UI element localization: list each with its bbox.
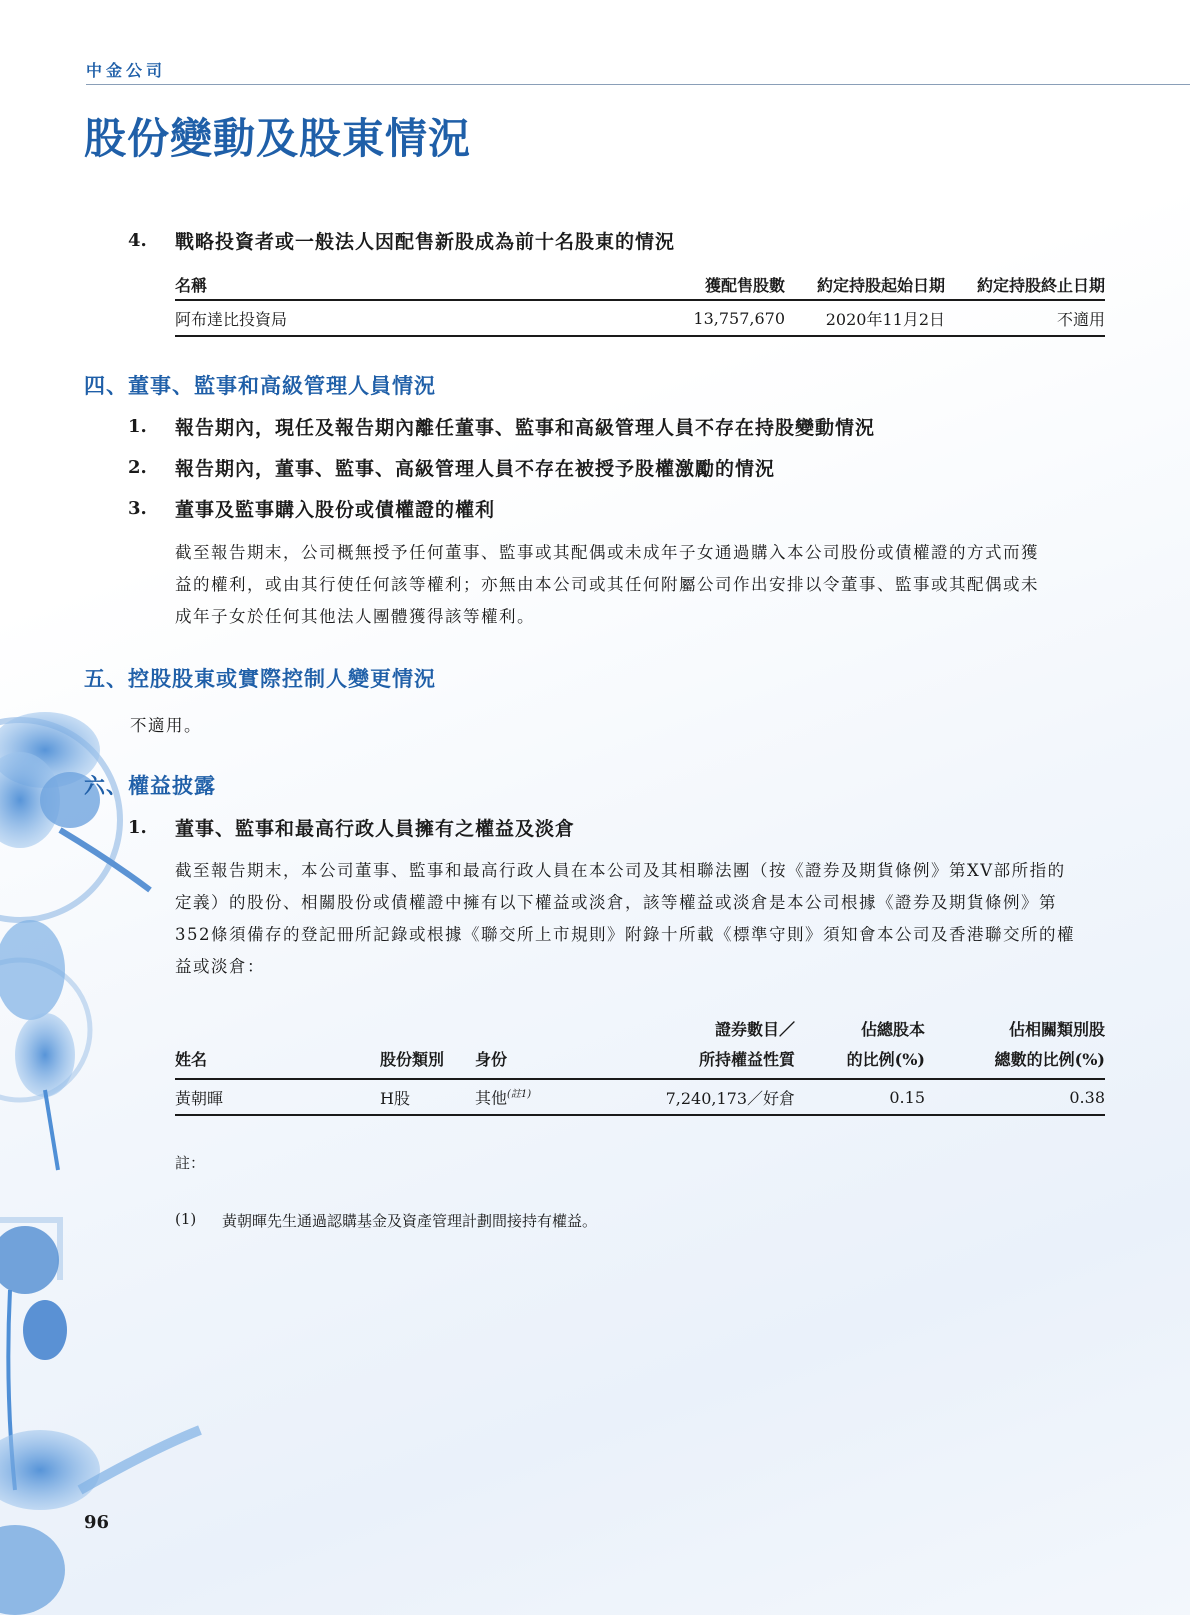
note-number: (1) [175,1210,197,1228]
section-five-heading: 五、控股股東或實際控制人變更情況 [84,666,436,691]
paragraph-line: 益的權利，或由其行使任何該等權利；亦無由本公司或其任何附屬公司作出安排以令董事、監事或其配偶或未 [175,575,1039,594]
paragraph-line: 益或淡倉： [175,957,265,976]
item-4-title: 戰略投資者或一般法人因配售新股成為前十名股東的情況 [175,231,676,253]
cell-shares: 13,757,670 [693,308,785,328]
item-6-1-number: 1. [128,817,147,838]
col-start-date: 約定持股起始日期 [816,276,945,295]
col-end-date: 約定持股終止日期 [976,276,1105,295]
item-4-3-number: 3. [128,498,147,519]
company-name: 中金公司 [86,61,167,80]
col-pct-class [925,1015,1105,1079]
header-line: 總數的比例(%) [994,1050,1105,1069]
cell-share-class: H股 [380,1088,410,1108]
section-four-heading: 四、董事、監事和高級管理人員情況 [84,373,436,398]
paragraph-line: 截至報告期末，本公司董事、監事和最高行政人員在本公司及其相聯法團（按《證券及期貨條例》第XV部所指的 [175,861,1066,880]
capacity-text: 其他 [475,1088,508,1108]
header-line: 證券數目／ [714,1020,795,1039]
interests-paragraph [175,855,1105,983]
paragraph-line: 定義）的股份、相關股份或債權證中擁有以下權益或淡倉，該等權益或淡倉是本公司根據《證券及期貨條例》第 [175,893,1057,912]
col-holder-name: 姓名 [175,1050,208,1069]
directors-rights-paragraph [175,537,1105,633]
table-row [175,300,1105,336]
item-4-number: 4. [128,230,147,251]
header-divider [86,84,1190,85]
cell-name: 阿布達比投資局 [175,309,288,329]
note-text: 黃朝暉先生通過認購基金及資產管理計劃間接持有權益。 [222,1212,598,1230]
paragraph-line: 352條須備存的登記冊所記錄或根據《聯交所上市規則》附錄十所載《標準守則》須知會本公司及香港聯交所的權 [175,925,1075,944]
table-row [175,1079,1105,1115]
page-number: 96 [84,1512,110,1533]
table-header-row [175,272,1105,300]
notes-label: 註： [175,1154,206,1172]
header-line: 的比例(%) [846,1050,925,1069]
item-4-2-number: 2. [128,457,147,478]
col-pct-total [795,1015,925,1079]
item-4-2-title: 報告期內，董事、監事、高級管理人員不存在被授予股權激勵的情況 [175,458,776,480]
cell-capacity [475,1079,625,1115]
paragraph-line: 成年子女於任何其他法人團體獲得該等權利。 [175,607,535,626]
item-4-1-title: 報告期內，現任及報告期內離任董事、監事和高級管理人員不存在持股變動情況 [175,417,876,439]
note-reference: (註1) [507,1089,532,1101]
cell-pct-class: 0.38 [1069,1087,1105,1107]
col-name: 名稱 [175,276,208,295]
cell-securities: 7,240,173／好倉 [665,1088,795,1108]
cell-pct-total: 0.15 [889,1087,925,1107]
section-five-text: 不適用。 [130,716,202,735]
interests-table [175,1015,1105,1116]
section-six-heading: 六、權益披露 [84,773,216,798]
header-line: 佔相關類別股 [1008,1020,1105,1039]
header-line: 佔總股本 [860,1020,925,1039]
paragraph-line: 截至報告期末，公司概無授予任何董事、監事或其配偶或未成年子女通過購入本公司股份或債權證的方式而獲 [175,543,1039,562]
col-share-class: 股份類別 [380,1050,445,1069]
item-6-1-title: 董事、監事和最高行政人員擁有之權益及淡倉 [175,818,576,840]
item-4-3-title: 董事及監事購入股份或債權證的權利 [175,499,496,521]
header-line: 所持權益性質 [698,1050,795,1069]
cell-holder-name: 黃朝暉 [175,1088,224,1108]
page-title: 股份變動及股東情況 [84,114,472,163]
cell-start-date: 2020年11月2日 [825,309,945,329]
table-header-row [175,1015,1105,1079]
cell-end-date: 不適用 [1056,309,1105,329]
col-securities [625,1015,795,1079]
item-4-1-number: 1. [128,416,147,437]
col-capacity: 身份 [475,1050,508,1069]
placement-table [175,272,1105,337]
col-shares: 獲配售股數 [704,276,785,295]
